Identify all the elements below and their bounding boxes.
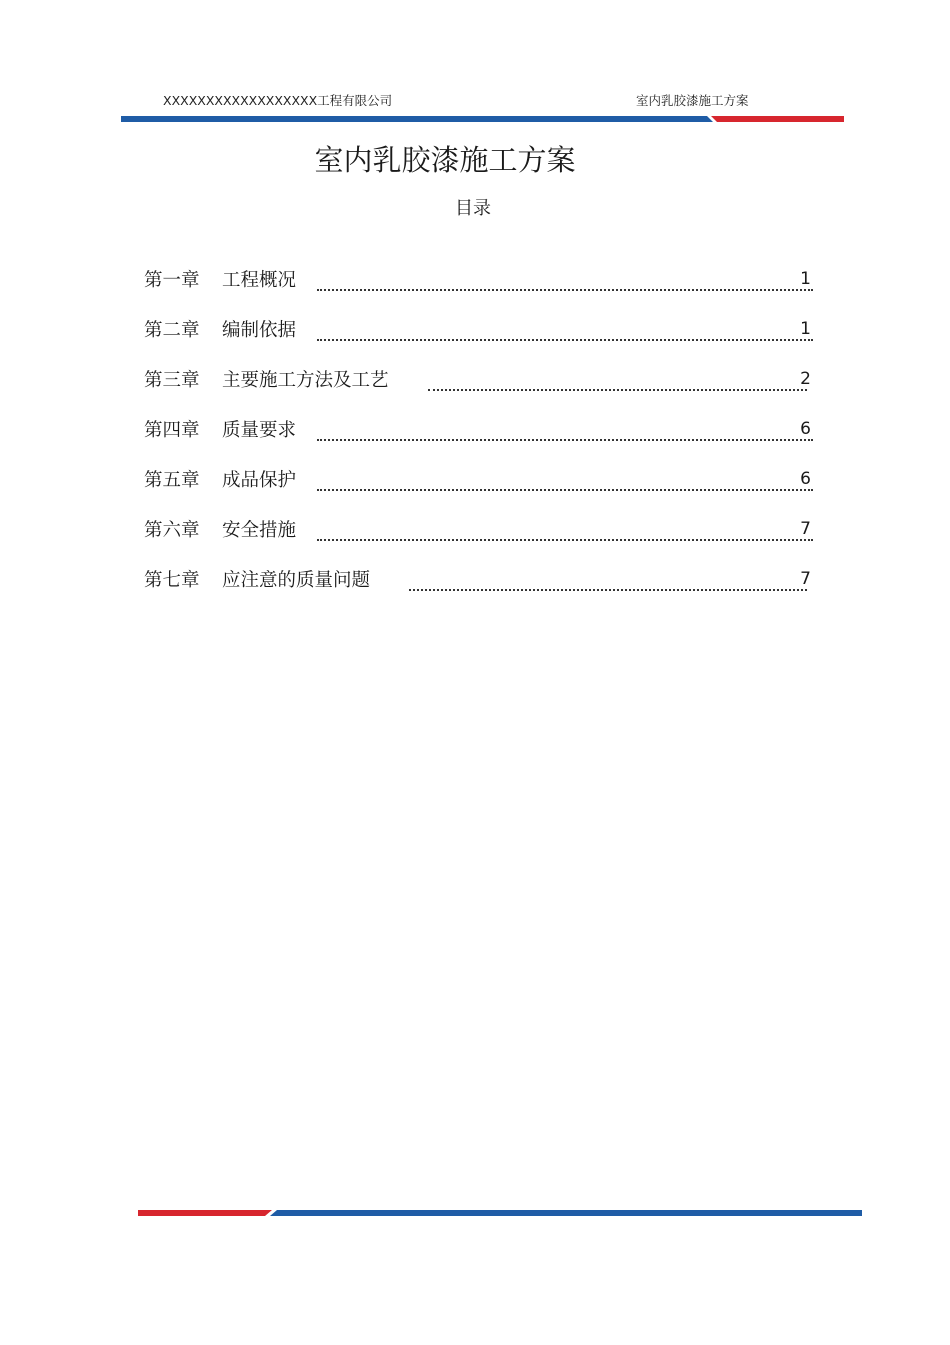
- toc-entry[interactable]: [144, 312, 819, 362]
- toc-chapter-title: 应注意的质量问题: [222, 570, 371, 591]
- toc-chapter-number: 第三章: [144, 370, 200, 391]
- toc-chapter-title: 编制依据: [222, 320, 297, 341]
- toc-chapter-title: 主要施工方法及工艺: [222, 370, 389, 391]
- toc-dot-leader: [317, 275, 813, 291]
- toc-entry[interactable]: [144, 412, 819, 462]
- header-company-name: XXXXXXXXXXXXXXXXXX工程有限公司: [163, 93, 393, 108]
- toc-chapter-title: 成品保护: [222, 470, 297, 491]
- toc-dot-leader: [317, 325, 813, 341]
- toc-chapter-title: 工程概况: [222, 270, 297, 291]
- table-of-contents: [144, 262, 819, 612]
- toc-page-number: 6: [800, 419, 811, 439]
- document-title: 室内乳胶漆施工方案: [314, 143, 576, 177]
- header-rule-red: [711, 116, 844, 122]
- toc-page-number: 7: [800, 519, 811, 539]
- toc-chapter-number: 第四章: [144, 420, 200, 441]
- toc-chapter-number: 第一章: [144, 270, 200, 291]
- toc-heading: 目录: [455, 198, 491, 219]
- toc-dot-leader: [317, 425, 813, 441]
- toc-chapter-title: 质量要求: [222, 420, 297, 441]
- toc-entry[interactable]: [144, 562, 819, 612]
- toc-chapter-number: 第五章: [144, 470, 200, 491]
- header-document-name: 室内乳胶漆施工方案: [636, 93, 749, 108]
- toc-page-number: 1: [800, 269, 811, 289]
- footer-rule-blue: [270, 1210, 862, 1216]
- toc-page-number: 6: [800, 469, 811, 489]
- toc-chapter-title: 安全措施: [222, 520, 297, 541]
- toc-dot-leader: [409, 575, 807, 591]
- toc-entry[interactable]: [144, 462, 819, 512]
- toc-entry[interactable]: [144, 362, 819, 412]
- toc-entry[interactable]: [144, 262, 819, 312]
- footer-rule: [138, 1210, 862, 1216]
- toc-entry[interactable]: [144, 512, 819, 562]
- toc-page-number: 1: [800, 319, 811, 339]
- toc-dot-leader: [317, 525, 813, 541]
- toc-page-number: 2: [800, 369, 811, 389]
- toc-page-number: 7: [800, 569, 811, 589]
- toc-chapter-number: 第二章: [144, 320, 200, 341]
- footer-rule-red: [138, 1210, 272, 1216]
- toc-chapter-number: 第六章: [144, 520, 200, 541]
- header-rule-blue: [121, 116, 713, 122]
- toc-dot-leader: [317, 475, 813, 491]
- header-rule: [121, 116, 844, 122]
- toc-chapter-number: 第七章: [144, 570, 200, 591]
- toc-dot-leader: [428, 375, 807, 391]
